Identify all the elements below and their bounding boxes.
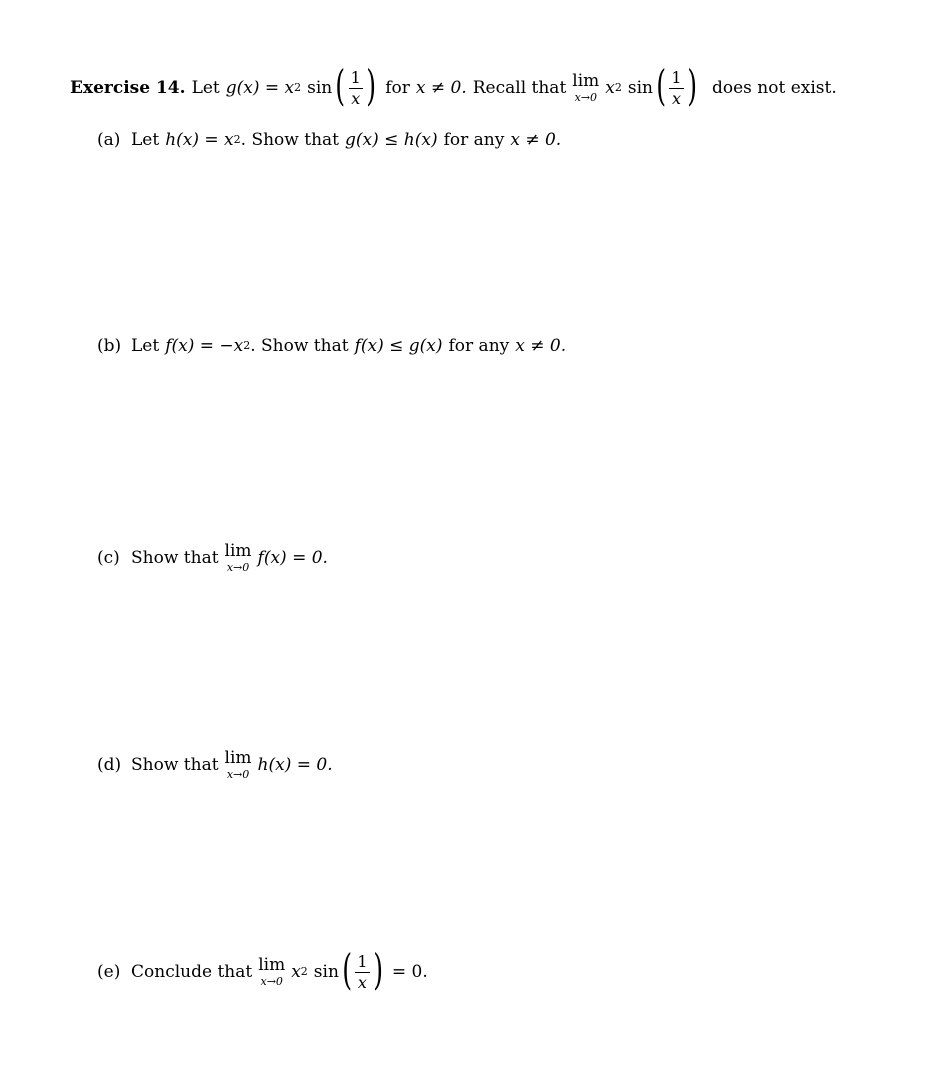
- lim-subscript: x→0: [226, 561, 250, 574]
- part-text: for any: [448, 336, 510, 356]
- fraction: [669, 69, 683, 107]
- part-b: (b) Let f(x) = −x 2 . Show that f(x) ≤ g(x) for any x ≠ 0.: [97, 336, 567, 356]
- part-math: h(x) = x: [165, 130, 234, 150]
- fraction-denominator: x: [357, 972, 367, 992]
- part-label: (e): [97, 962, 121, 982]
- intro-text-for: for: [385, 78, 410, 98]
- part-label: (b): [97, 336, 122, 356]
- g-definition: g(x) = x: [225, 78, 295, 98]
- limit-operator: [225, 750, 252, 780]
- fraction: [355, 953, 369, 991]
- part-text: Conclude that: [131, 962, 253, 982]
- fraction-denominator: x: [351, 88, 361, 108]
- part-label: (a): [97, 130, 121, 150]
- intro-text-recall: Recall that: [472, 78, 567, 98]
- fraction: [349, 69, 363, 107]
- sin-operator: sin: [627, 78, 653, 98]
- fraction-paren: ( $\frac{1}{x}$ ): [656, 61, 697, 110]
- exercise-heading: Exercise 14.: [70, 78, 186, 98]
- limit-operator: [225, 543, 252, 573]
- part-text: Let: [131, 130, 160, 150]
- part-a: (a) Let h(x) = x 2 . Show that g(x) ≤ h(x) for any x ≠ 0.: [97, 130, 562, 150]
- part-text: for any: [443, 130, 505, 150]
- fraction-paren: ( $\frac{1}{x}$ ): [335, 61, 376, 110]
- part-math: h(x) = 0.: [257, 755, 333, 775]
- part-math: f(x) = 0.: [257, 548, 328, 568]
- limit-operator: [572, 73, 599, 103]
- part-math: x ≠ 0.: [510, 130, 562, 150]
- exercise-statement: Exercise 14. Let g(x) = x 2 sin ( $\frac{1}{x}$ ) for x ≠ 0. Recall that lim x→0 x 2 sin ( $\frac{1}{x}$ ) does not exist.: [70, 61, 837, 110]
- part-math: x ≠ 0.: [515, 336, 567, 356]
- intro-text-not-exist: does not exist.: [711, 78, 837, 98]
- part-math: f(x) ≤ g(x): [354, 336, 443, 356]
- part-label: (d): [97, 755, 122, 775]
- part-e: (e) Conclude that lim x→0 x 2 sin ( $\frac{1}{x}$ ) = 0.: [97, 945, 428, 994]
- condition: x ≠ 0.: [415, 78, 467, 98]
- part-d: [97, 735, 333, 795]
- lim-subscript: x→0: [574, 91, 597, 104]
- limit-operator: [258, 957, 285, 987]
- part-text: Show that: [131, 548, 219, 568]
- x-variable: x: [291, 962, 301, 982]
- part-math: g(x) ≤ h(x): [344, 130, 438, 150]
- fraction-numerator: 1: [671, 67, 682, 87]
- part-text: Let: [131, 336, 160, 356]
- x-variable: x: [605, 78, 615, 98]
- lim-word: lim: [224, 541, 252, 561]
- part-c: [97, 528, 328, 588]
- lim-subscript: x→0: [260, 975, 283, 988]
- lim-word: lim: [258, 955, 286, 975]
- lim-subscript: x→0: [226, 768, 250, 781]
- part-label: (c): [97, 548, 120, 568]
- part-text: Show that: [131, 755, 219, 775]
- part-text: . Show that: [240, 130, 339, 150]
- lim-word: lim: [572, 71, 600, 91]
- part-text: . Show that: [250, 336, 349, 356]
- part-math: f(x) = −x: [165, 336, 244, 356]
- fraction-numerator: 1: [357, 951, 368, 971]
- lim-word: lim: [224, 748, 252, 768]
- fraction-numerator: 1: [350, 67, 361, 87]
- fraction-denominator: x: [671, 88, 681, 108]
- intro-text-let: Let: [191, 78, 220, 98]
- sin-operator: sin: [313, 962, 339, 982]
- sin-operator: sin: [307, 78, 333, 98]
- part-math: = 0.: [391, 962, 428, 982]
- fraction-paren: ( $\frac{1}{x}$ ): [342, 945, 383, 994]
